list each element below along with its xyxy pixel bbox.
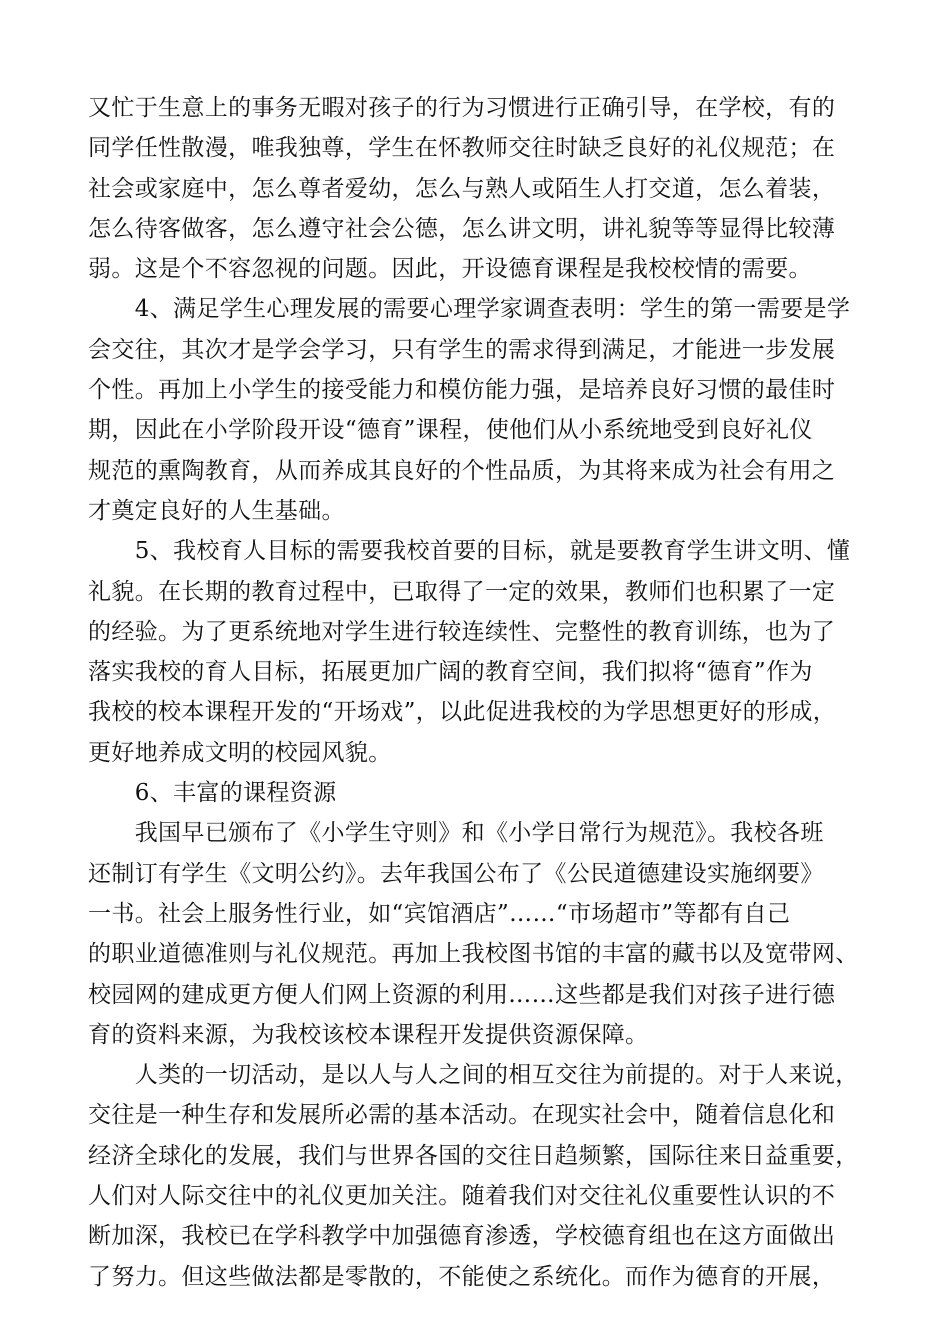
text-line: 落实我校的育人目标，拓展更加广阔的教育空间，我们拟将“德育”作为 — [88, 659, 813, 686]
text-line: 才奠定良好的人生基础。 — [88, 497, 345, 524]
text-line: 的经验。为了更系统地对学生进行较连续性、完整性的教育训练，也为了 — [88, 618, 836, 645]
text-line: 校园网的建成更方便人们网上资源的利用……这些都是我们对孩子进行德 — [88, 981, 836, 1008]
text-line: 人类的一切活动，是以人与人之间的相互交往为前提的。对于人来说， — [88, 1062, 859, 1089]
text-line: 了努力。但这些做法都是零散的，不能使之系统化。而作为德育的开展， — [88, 1263, 836, 1290]
text-line: 弱。这是个不容忽视的问题。因此，开设德育课程是我校校情的需要。 — [88, 256, 812, 283]
text-line: 一书。社会上服务性行业，如“宾馆酒店”……“市场超市”等都有自己 — [88, 900, 791, 927]
text-line: 会交往，其次才是学会学习，只有学生的需求得到满足，才能进一步发展 — [88, 336, 836, 363]
text-line: 育的资料来源，为我校该校本课程开发提供资源保障。 — [88, 1021, 649, 1048]
text-line: 人们对人际交往中的礼仪更加关注。随着我们对交往礼仪重要性认识的不 — [88, 1183, 836, 1210]
text-line: 5、我校育人目标的需要我校首要的目标，就是要教育学生讲文明、懂 — [88, 538, 851, 565]
text-line: 规范的熏陶教育，从而养成其良好的个性品质，为其将来成为社会有用之 — [88, 457, 836, 484]
text-line: 更好地养成文明的校园风貌。 — [88, 739, 392, 766]
text-line: 交往是一种生存和发展所必需的基本活动。在现实社会中，随着信息化和 — [88, 1102, 836, 1129]
text-line: 还制订有学生《文明公约》。去年我国公布了《公民道德建设实施纲要》 — [88, 860, 824, 887]
text-line: 社会或家庭中，怎么尊者爱幼，怎么与熟人或陌生人打交道，怎么着装， — [88, 175, 836, 202]
text-line: 经济全球化的发展，我们与世界各国的交往日趋频繁，国际往来日益重要， — [88, 1142, 859, 1169]
text-line: 礼貌。在长期的教育过程中，已取得了一定的效果，教师们也积累了一定 — [88, 578, 836, 605]
text-line: 个性。再加上小学生的接受能力和模仿能力强，是培养良好习惯的最佳时 — [88, 377, 836, 404]
text-line: 怎么待客做客，怎么遵守社会公德，怎么讲文明，讲礼貌等等显得比较薄 — [88, 215, 836, 242]
text-line: 4、满足学生心理发展的需要心理学家调查表明：学生的第一需要是学 — [88, 296, 851, 323]
text-line: 我校的校本课程开发的“开场戏”，以此促进我校的为学思想更好的形成， — [88, 699, 837, 726]
text-line: 又忙于生意上的事务无暇对孩子的行为习惯进行正确引导，在学校，有的 — [88, 95, 836, 121]
text-line: 期，因此在小学阶段开设“德育”课程，使他们从小系统地受到良好礼仪 — [88, 417, 813, 444]
text-line: 同学任性散漫，唯我独尊，学生在怀教师交往时缺乏良好的礼仪规范；在 — [88, 135, 836, 162]
text-line: 断加深，我校已在学科教学中加强德育渗透，学校德育组也在这方面做出 — [88, 1223, 836, 1250]
text-line: 的职业道德准则与礼仪规范。再加上我校图书馆的丰富的藏书以及宽带网、 — [88, 941, 859, 968]
text-line: 6、丰富的课程资源 — [88, 780, 337, 807]
text-line: 我国早已颁布了《小学生守则》和《小学日常行为规范》。我校各班 — [88, 820, 824, 847]
body-text — [88, 88, 868, 1297]
